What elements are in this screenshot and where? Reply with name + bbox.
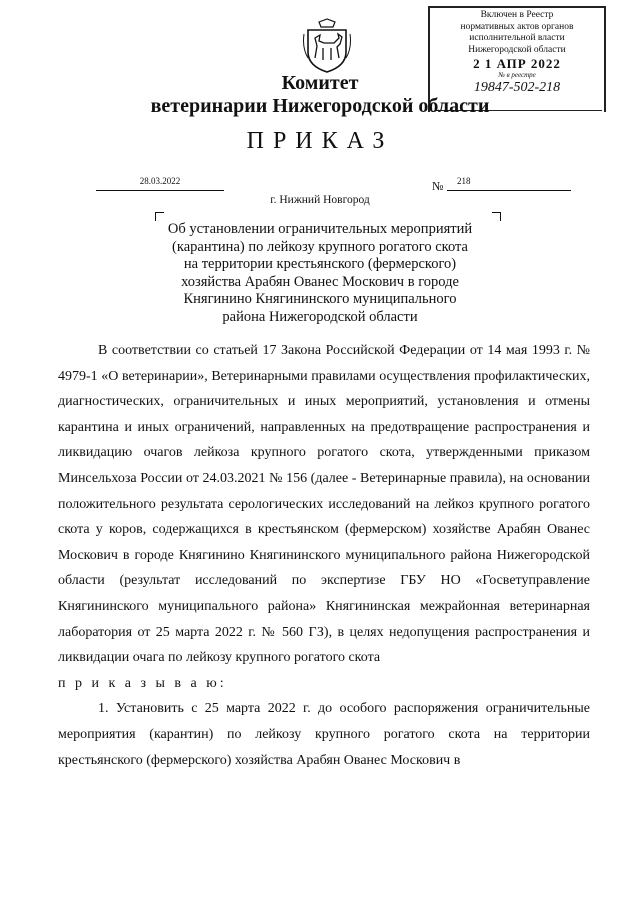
title-bracket-left (155, 212, 164, 221)
stamp-line: Нижегородской области (468, 44, 566, 55)
document-date: 28.03.2022 (139, 176, 181, 186)
document-body (58, 338, 590, 773)
title-line: (карантина) по лейкозу крупного рогатого скота (172, 238, 468, 255)
title-line: Об установлении ограничительных мероприятий (167, 221, 473, 237)
stamp-line: исполнительной власти (469, 33, 565, 43)
stamp-registry-label: № в реестре (498, 71, 536, 79)
title-line: на территории крестьянского (фермерского) (183, 256, 457, 272)
stamp-line: Включен в Реестр (480, 10, 554, 20)
organization-name-line2: ветеринарии Нижегородской области (150, 95, 490, 117)
number-label: № (432, 179, 444, 193)
organization-name: Комитет (281, 72, 359, 94)
order-item-1: 1. Установить с 25 марта 2022 г. до особого распоряжения ограничительные мероприятия (карантин) по лейкозу крупного рогатого скота на территории крестьянского (фермерского) хозяйства Арабян Ованес Москович в (58, 701, 590, 768)
date-underline (96, 190, 224, 191)
order-word: п р и к а з ы в а ю: (58, 675, 227, 691)
city: г. Нижний Новгород (270, 194, 370, 206)
stamp-date: 2 1 АПР 2022 (473, 56, 561, 71)
title-bracket-right (492, 212, 501, 221)
title-line: Княгинино Княгининского муниципального (183, 291, 457, 307)
document-number: 218 (457, 176, 471, 186)
document-title (0, 221, 640, 326)
document-type: ПРИКАЗ (246, 128, 394, 154)
number-underline (447, 190, 571, 191)
title-line: района Нижегородской области (222, 308, 418, 325)
stamp-line: нормативных актов органов (460, 21, 574, 32)
preamble-paragraph: В соответствии со статьей 17 Закона Российской Федерации от 14 мая 1993 г. № 4979-1 «О ветеринарии», Ветеринарными правилами осуществления профилактических, диагностических, ограничительных и иных мероприятий, установления и отмены карантина и иных ограничений, направленных на предотвращение распространения и ликвидацию очагов лейкоза крупного рогатого скота, утвержденными приказом Минсельхоза России от 24.03.2021 № 156 (далее - Ветеринарные правила), на основании положительного результата серологических исследований на лейкоз крупного рогатого скота у коров, содержащихся в крестьянском (фермерском) хозяйстве Арабян Ованес Москович в городе Княгинино Княгининского муниципального района Нижегородской области (результат исследований по экспертизе ГБУ НО «Госветуправление Княгининского муниципального района» Княгининская межрайонная ветеринарная лаборатория от 25 марта 2022 г. № 560 ГЗ), в целях недопущения распространения и ликвидации очага по лейкозу крупного рогатого скота (58, 343, 590, 666)
coat-of-arms-icon (302, 18, 352, 74)
stamp-registry-number: 19847-502-218 (473, 80, 561, 95)
title-line: хозяйства Арабян Ованес Москович в городе (181, 273, 459, 290)
